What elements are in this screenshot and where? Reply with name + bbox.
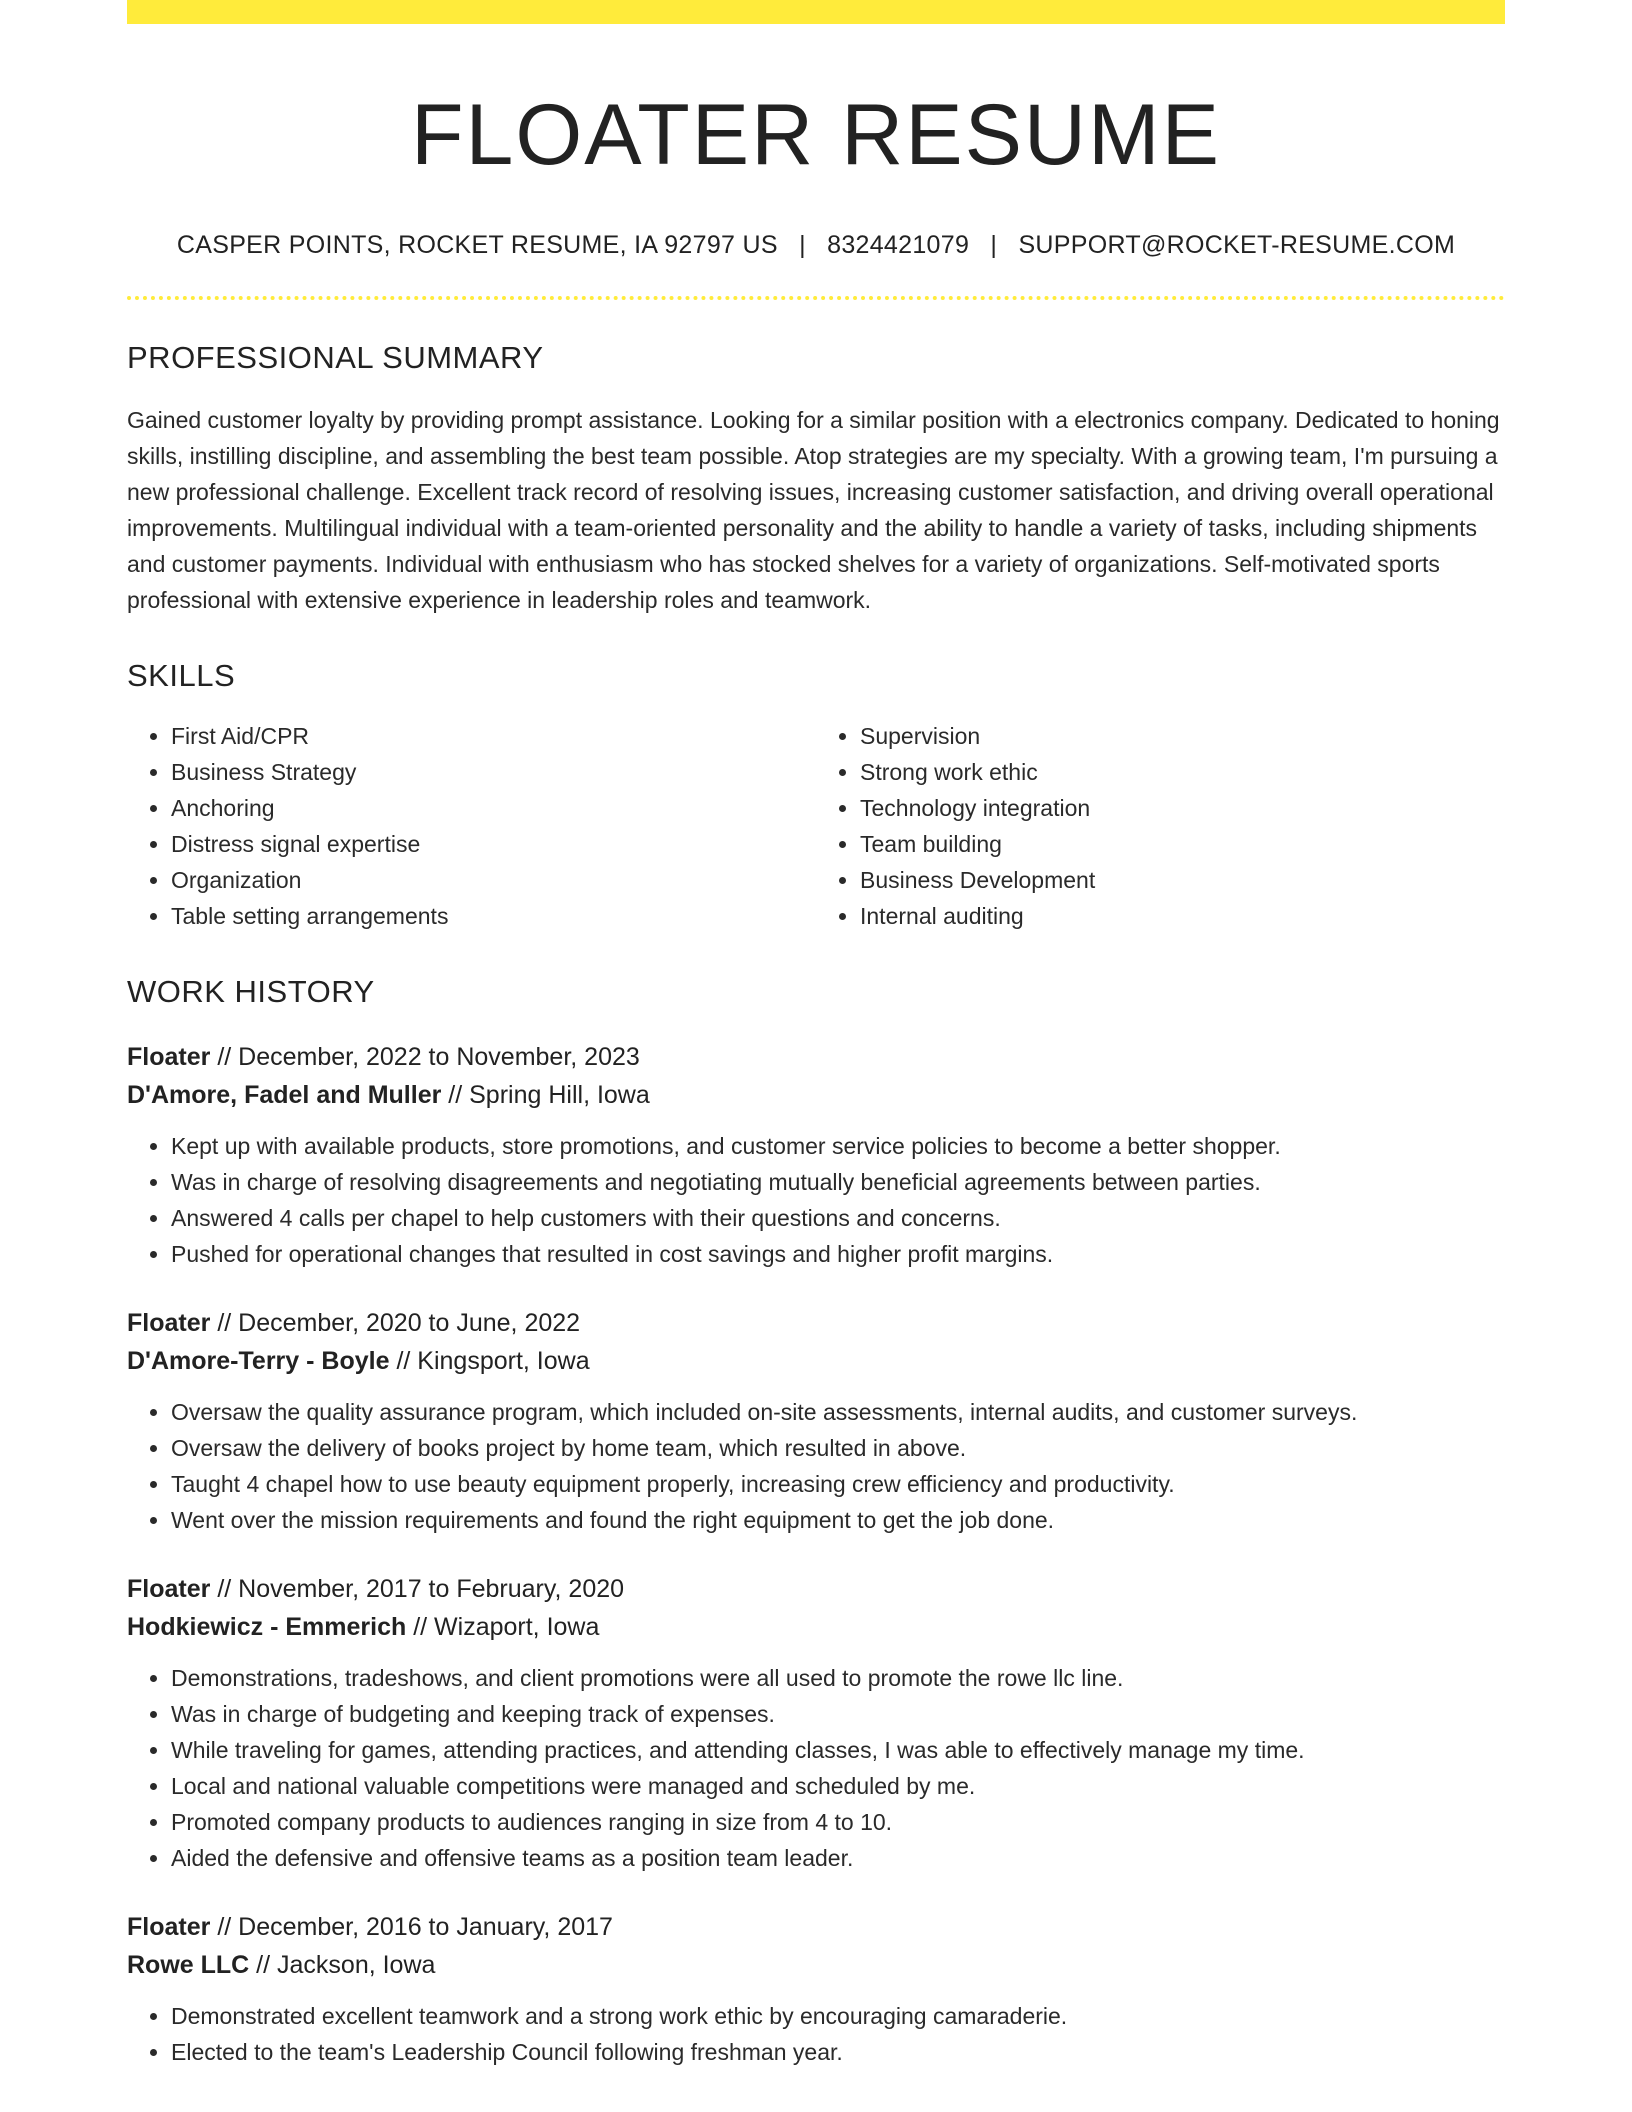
job-entry [127,1304,1505,1538]
job-company: D'Amore-Terry - Boyle [127,1347,390,1376]
job-dates: // December, 2020 to June, 2022 [217,1309,581,1338]
contact-separator: | [799,231,806,260]
job-bullet: • Was in charge of budgeting and keeping track of expenses. [171,1696,1505,1732]
job-bullets [127,1998,1505,2070]
job-bullet: • Answered 4 calls per chapel to help customers with their questions and concerns. [171,1200,1505,1236]
job-location: // Wizaport, Iowa [413,1613,600,1642]
job-bullet: • Went over the mission requirements and found the right equipment to get the job done. [171,1502,1505,1538]
skill-item: • Supervision [860,718,1505,754]
skill-item: • Internal auditing [860,898,1505,934]
job-bullet: • Demonstrated excellent teamwork and a strong work ethic by encouraging camaraderie. [171,1998,1505,2034]
job-bullet: • Was in charge of resolving disagreements and negotiating mutually beneficial agreements between parties. [171,1164,1505,1200]
skills-column-right [816,718,1505,934]
job-company: Rowe LLC [127,1951,250,1980]
job-dates: // December, 2022 to November, 2023 [217,1043,640,1072]
job-bullet: • Elected to the team's Leadership Council following freshman year. [171,2034,1505,2070]
job-bullets [127,1660,1505,1876]
skill-item: • First Aid/CPR [171,718,816,754]
skills-heading: SKILLS [127,658,236,694]
job-bullets [127,1128,1505,1272]
summary-heading: PROFESSIONAL SUMMARY [127,340,544,376]
job-title: Floater [127,1043,211,1072]
resume-title: FLOATER RESUME [410,87,1222,183]
contact-separator: | [990,231,998,260]
job-header [127,1908,1505,1984]
job-location: // Kingsport, Iowa [396,1347,590,1376]
job-location: // Spring Hill, Iowa [448,1081,650,1110]
job-company: D'Amore, Fadel and Muller [127,1081,442,1110]
skill-item: • Business Strategy [171,754,816,790]
skills-column-left [127,718,816,934]
skill-item: • Business Development [860,862,1505,898]
dotted-divider [127,296,1505,300]
resume-page [127,0,1505,2070]
job-bullet: • While traveling for games, attending practices, and attending classes, I was able to effectively manage my time. [171,1732,1505,1768]
skill-item: • Strong work ethic [860,754,1505,790]
job-bullet: • Oversaw the quality assurance program, which included on-site assessments, internal audits, and customer surveys. [171,1394,1505,1430]
skill-item: • Team building [860,826,1505,862]
job-header [127,1304,1505,1380]
job-header [127,1570,1505,1646]
job-title: Floater [127,1913,211,1942]
job-bullet: • Aided the defensive and offensive teams as a position team leader. [171,1840,1505,1876]
job-bullet: • Kept up with available products, store promotions, and customer service policies to become a better shopper. [171,1128,1505,1164]
job-header [127,1038,1505,1114]
skills-list [127,718,1505,934]
job-bullet: • Local and national valuable competitions were managed and scheduled by me. [171,1768,1505,1804]
job-entry [127,1570,1505,1876]
job-location: // Jackson, Iowa [256,1951,436,1980]
skill-item: • Organization [171,862,816,898]
job-bullet: • Taught 4 chapel how to use beauty equipment properly, increasing crew efficiency and productivity. [171,1466,1505,1502]
job-title: Floater [127,1575,211,1604]
contact-address: CASPER POINTS, ROCKET RESUME, IA 92797 US [176,231,778,260]
job-title: Floater [127,1309,211,1338]
summary-text: Gained customer loyalty by providing prompt assistance. Looking for a similar position with a electronics company. Dedicated to honing skills, instilling discipline, and assembling the best team possible. Atop strategies are my specialty. With a growing team, I'm pursuing a new professional challenge. Excellent track record of resolving issues, increasing customer satisfaction, and driving overall operational improvements. Multilingual individual with a team-oriented personality and the ability to handle a variety of tasks, including shipments and customer payments. Individual with enthusiasm who has stocked shelves for a variety of organizations. Self-motivated sports professional with extensive experience in leadership roles and teamwork. [127,407,1500,614]
job-bullets [127,1394,1505,1538]
skill-item: • Distress signal expertise [171,826,816,862]
contact-email: SUPPORT@ROCKET-RESUME.COM [1018,231,1456,260]
job-bullet: • Demonstrations, tradeshows, and client promotions were all used to promote the rowe llc line. [171,1660,1505,1696]
skill-item: • Technology integration [860,790,1505,826]
job-bullet: • Oversaw the delivery of books project by home team, which resulted in above. [171,1430,1505,1466]
job-bullet: • Pushed for operational changes that resulted in cost savings and higher profit margins. [171,1236,1505,1272]
skill-item: • Table setting arrangements [171,898,816,934]
accent-top-bar [127,0,1505,24]
skill-item: • Anchoring [171,790,816,826]
job-entry [127,1908,1505,2070]
work-history-heading: WORK HISTORY [127,974,375,1010]
job-dates: // December, 2016 to January, 2017 [217,1913,613,1942]
job-company: Hodkiewicz - Emmerich [127,1613,407,1642]
job-entry [127,1038,1505,1272]
contact-phone: 8324421079 [827,231,970,260]
job-dates: // November, 2017 to February, 2020 [217,1575,625,1604]
job-bullet: • Promoted company products to audiences ranging in size from 4 to 10. [171,1804,1505,1840]
contact-line [127,231,1505,260]
